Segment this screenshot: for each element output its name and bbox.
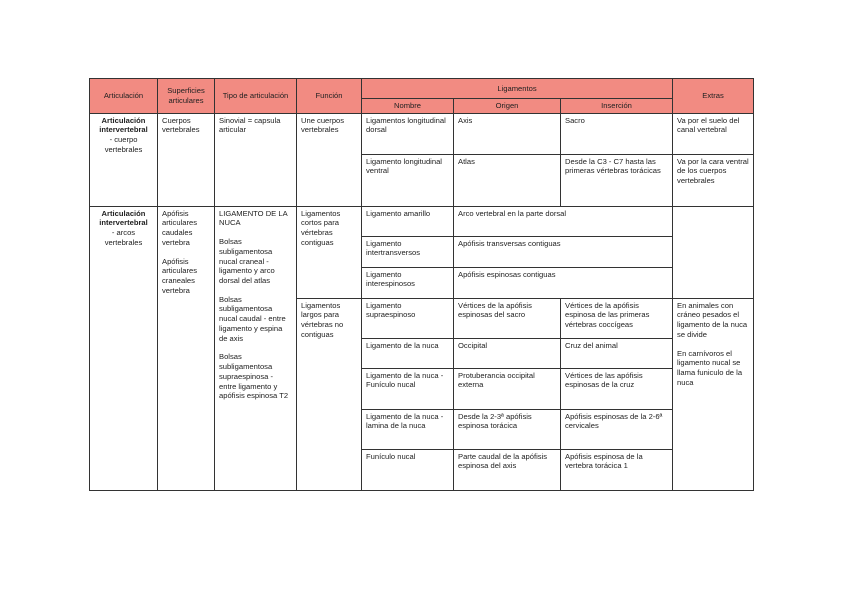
superficie-craneal: Apófisis articulares craneales vertebra xyxy=(162,256,198,295)
origen-cell: Axis xyxy=(454,113,561,154)
extras-cell: Va por el suelo del canal vertebral xyxy=(673,113,754,154)
table-row xyxy=(90,206,754,236)
header-extras: Extras xyxy=(673,79,754,114)
nombre-cell: Ligamentos longitudinal dorsal xyxy=(362,113,454,154)
articulacion-subtitle: - arcos vertebrales xyxy=(104,228,143,247)
extras-empty-cell xyxy=(673,206,754,298)
nombre-cell: Ligamento interespinosos xyxy=(362,267,454,298)
header-nombre: Nombre xyxy=(362,99,454,114)
tipo-cell xyxy=(215,206,297,490)
header-superficies: Superficies articulares xyxy=(158,79,215,114)
superficies-cell: Cuerpos vertebrales xyxy=(158,113,215,206)
articulacion-title: Articulación intervertebral xyxy=(99,208,148,228)
extras-note-1: En animales con cráneo pesados el ligamento de la nuca se divide xyxy=(677,300,748,339)
nombre-cell: Funículo nucal xyxy=(362,449,454,490)
funcion-cell: Une cuerpos vertebrales xyxy=(297,113,362,206)
origen-cell: Apófisis transversas contiguas xyxy=(454,236,673,267)
insercion-cell: Vértices de la apófisis espinosa de las primeras vértebras coccígeas xyxy=(561,298,673,338)
nombre-cell: Ligamento supraespinoso xyxy=(362,298,454,338)
articulacion-subtitle: - cuerpo vertebrales xyxy=(104,135,143,154)
header-articulacion: Articulación xyxy=(90,79,158,114)
origen-cell: Occipital xyxy=(454,338,561,368)
nombre-cell: Ligamento longitudinal ventral xyxy=(362,154,454,206)
funcion-largos-cell: Ligamentos largos para vértebras no contiguas xyxy=(297,298,362,490)
tipo-cell: Sinovial = capsula articular xyxy=(215,113,297,206)
tipo-bolsa-caudal: Bolsas subligamentosa nucal caudal - entre ligamento y espina de axis xyxy=(219,294,286,343)
origen-cell: Protuberancia occipital externa xyxy=(454,368,561,409)
header-origen: Origen xyxy=(454,99,561,114)
extras-cell xyxy=(673,298,754,490)
extras-cell: Va por la cara ventral de los cuerpos vertebrales xyxy=(673,154,754,206)
header-insercion: Inserción xyxy=(561,99,673,114)
origen-cell: Apófisis espinosas contiguas xyxy=(454,267,673,298)
funcion-cortos-cell: Ligamentos cortos para vértebras contiguas xyxy=(297,206,362,298)
origen-cell: Desde la 2-3ª apófisis espinosa torácica xyxy=(454,409,561,449)
table-row xyxy=(90,113,754,154)
insercion-cell: Cruz del animal xyxy=(561,338,673,368)
nombre-cell: Ligamento de la nuca - lamina de la nuca xyxy=(362,409,454,449)
origen-cell: Atlas xyxy=(454,154,561,206)
articulacion-cell xyxy=(90,113,158,206)
origen-cell: Parte caudal de la apófisis espinosa del axis xyxy=(454,449,561,490)
insercion-cell: Desde la C3 - C7 hasta las primeras vértebras torácicas xyxy=(561,154,673,206)
tipo-bolsa-supraespinosa: Bolsas subligamentosa supraespinosa - entre ligamento y apófisis espinosa T2 xyxy=(219,352,289,401)
tipo-ligamento-nuca: LIGAMENTO DE LA NUCA xyxy=(219,208,288,228)
header-funcion: Función xyxy=(297,79,362,114)
origen-cell: Vértices de la apófisis espinosas del sacro xyxy=(454,298,561,338)
insercion-cell: Apófisis espinosa de la vertebra torácica 1 xyxy=(561,449,673,490)
origen-cell: Arco vertebral en la parte dorsal xyxy=(454,206,673,236)
insercion-cell: Vértices de las apófisis espinosas de la cruz xyxy=(561,368,673,409)
ligaments-table xyxy=(89,78,754,491)
tipo-bolsa-craneal: Bolsas subligamentosa nucal craneal - ligamento y arco dorsal del atlas xyxy=(219,237,275,286)
articulacion-title: Articulación intervertebral xyxy=(99,115,148,135)
header-tipo: Tipo de articulación xyxy=(215,79,297,114)
header-ligamentos: Ligamentos xyxy=(362,79,673,99)
superficies-cell xyxy=(158,206,215,490)
insercion-cell: Sacro xyxy=(561,113,673,154)
nombre-cell: Ligamento de la nuca xyxy=(362,338,454,368)
nombre-cell: Ligamento de la nuca - Funículo nucal xyxy=(362,368,454,409)
superficie-caudal: Apófisis articulares caudales vertebra xyxy=(162,208,198,247)
extras-note-2: En carnívoros el ligamento nucal se llama funiculo de la nuca xyxy=(677,348,743,387)
nombre-cell: Ligamento intertransversos xyxy=(362,236,454,267)
insercion-cell: Apófisis espinosas de la 2-6ª cervicales xyxy=(561,409,673,449)
articulacion-cell xyxy=(90,206,158,490)
nombre-cell: Ligamento amarillo xyxy=(362,206,454,236)
